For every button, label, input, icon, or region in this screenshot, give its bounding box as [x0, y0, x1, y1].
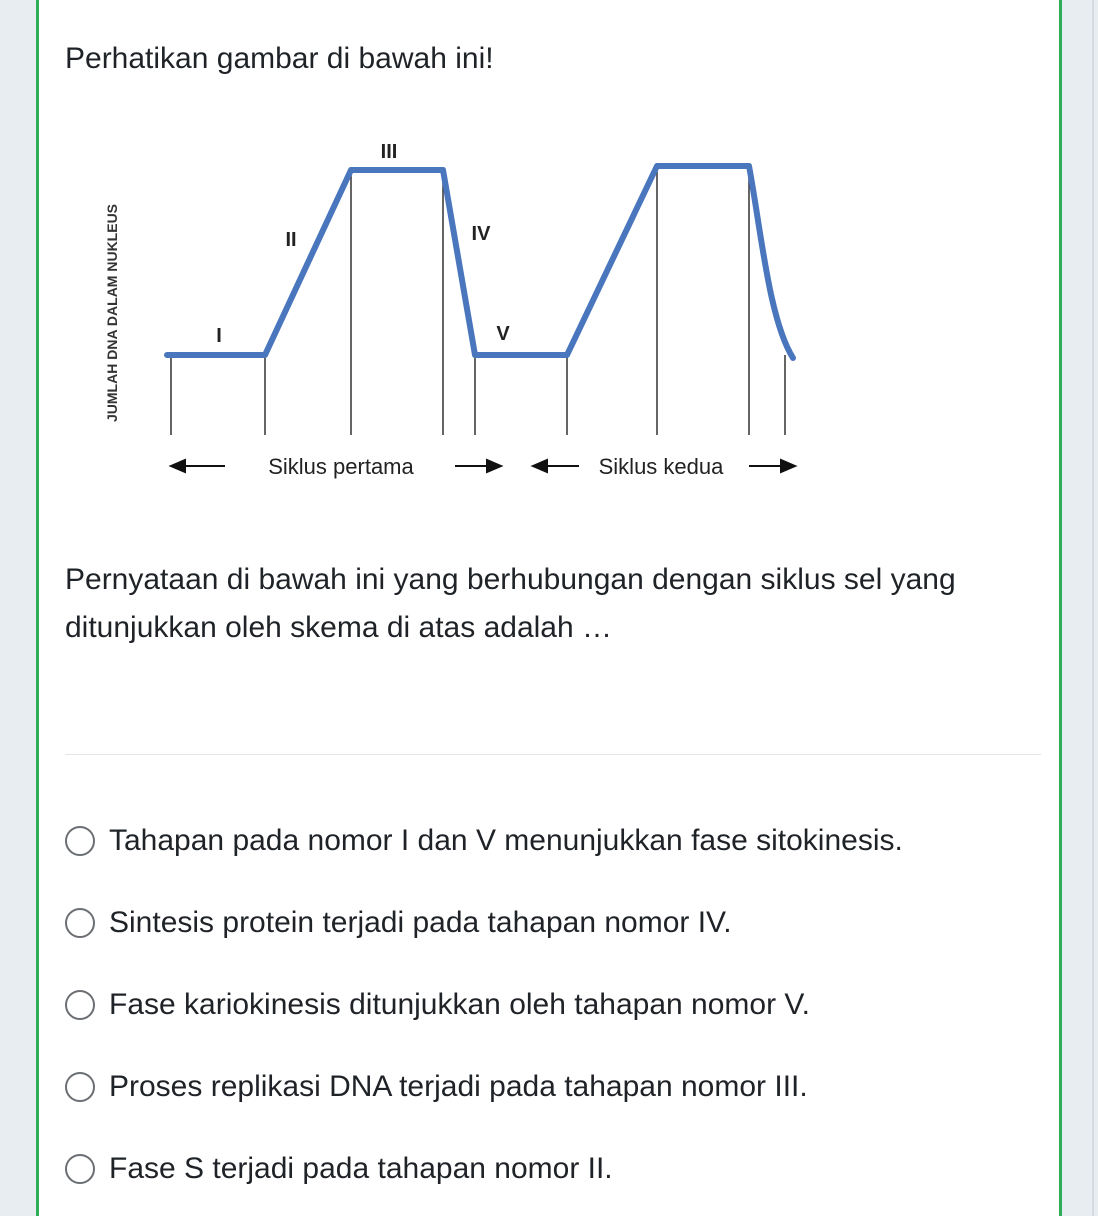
cycle-label-first: Siklus pertama — [268, 454, 414, 479]
radio-button[interactable] — [65, 1154, 95, 1184]
radio-button[interactable] — [65, 826, 95, 856]
option-label: Fase kariokinesis ditunjukkan oleh tahapan nomor V. — [109, 988, 810, 1021]
radio-button[interactable] — [65, 990, 95, 1020]
dna-cycle-diagram — [85, 130, 805, 500]
answer-option-d[interactable] — [65, 1046, 1055, 1128]
cycle-label-second: Siklus kedua — [598, 454, 724, 479]
phase-label-iv: IV — [471, 223, 491, 245]
guide-lines — [171, 166, 785, 435]
arrow-head-left — [533, 460, 547, 472]
question-card — [36, 0, 1062, 1216]
option-label: Sintesis protein terjadi pada tahapan nomor IV. — [109, 906, 732, 939]
radio-button[interactable] — [65, 1072, 95, 1102]
option-label: Fase S terjadi pada tahapan nomor II. — [109, 1152, 613, 1185]
answer-option-c[interactable] — [65, 964, 1055, 1046]
option-label: Proses replikasi DNA terjadi pada tahapan nomor III. — [109, 1070, 808, 1103]
dna-amount-curve — [167, 166, 793, 358]
phase-label-v: V — [496, 323, 510, 345]
arrow-head-right — [487, 460, 501, 472]
answer-option-e[interactable] — [65, 1128, 1055, 1210]
phase-label-i: I — [216, 325, 222, 347]
arrow-head-left — [171, 460, 185, 472]
right-gutter — [1062, 0, 1098, 1216]
question-text: Pernyataan di bawah ini yang berhubungan dengan siklus sel yang ditunjukkan oleh skema di atas adalah … — [65, 563, 956, 644]
answer-options — [65, 800, 1055, 1210]
phase-label-iii: III — [380, 141, 398, 163]
answer-option-b[interactable] — [65, 882, 1055, 964]
phase-label-ii: II — [285, 229, 297, 251]
divider — [65, 754, 1041, 755]
radio-button[interactable] — [65, 908, 95, 938]
scroll-edge — [1092, 0, 1094, 1216]
answer-option-a[interactable] — [65, 800, 1055, 882]
left-gutter — [0, 0, 36, 1216]
y-axis-label: JUMLAH DNA DALAM NUKLEUS — [104, 203, 120, 422]
prompt-text: Perhatikan gambar di bawah ini! — [65, 42, 494, 75]
arrow-head-right — [781, 460, 795, 472]
option-label: Tahapan pada nomor I dan V menunjukkan fase sitokinesis. — [109, 824, 903, 857]
